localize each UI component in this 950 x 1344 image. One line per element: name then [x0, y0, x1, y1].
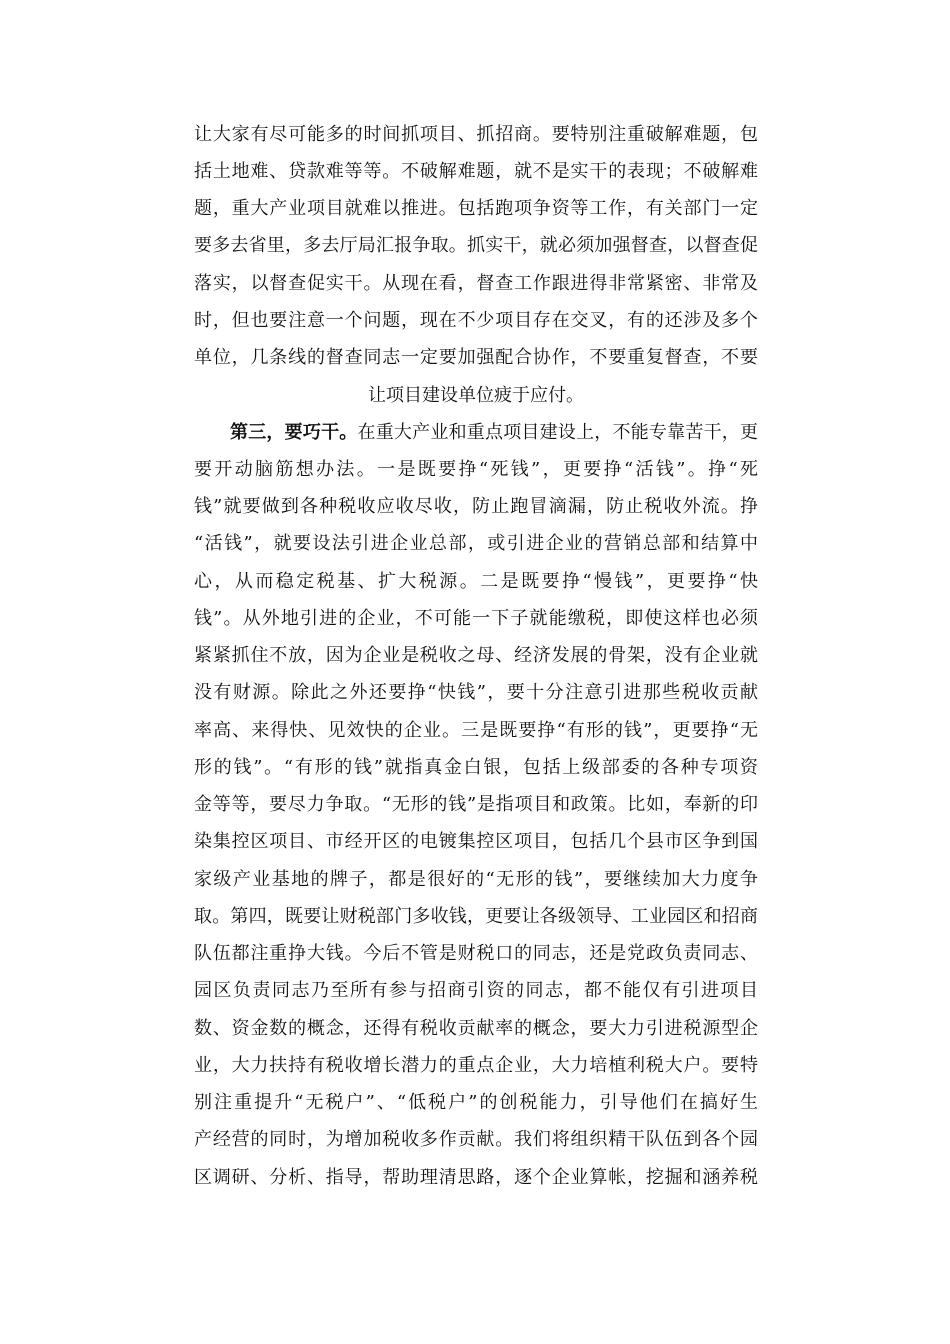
text-line: 队伍都注重挣大钱。今后不管是财税口的同志，还是党政负责同志、 — [194, 943, 758, 964]
text-line: 要开动脑筋想办法。一是既要挣“死钱”，更要挣“活钱”。挣“死 — [194, 459, 758, 480]
text-line: 钱”就要做到各种税收应收尽收，防止跑冒滴漏，防止税收外流。挣 — [194, 496, 758, 517]
text-line: 括土地难、贷款难等等。不破解难题，就不是实干的表现；不破解难 — [194, 161, 758, 182]
text-line: 形的钱”。“有形的钱”就指真金白银，包括上级部委的各种专项资 — [194, 757, 758, 778]
text-line: 取。第四，既要让财税部门多收钱，更要让各级领导、工业园区和招商 — [194, 906, 758, 927]
text-line: 区调研、分析、指导，帮助理清思路，逐个企业算帐，挖掘和涵养税 — [194, 1167, 758, 1188]
text-line: 紧紧抓住不放，因为企业是税收之母、经济发展的骨架，没有企业就 — [194, 645, 758, 666]
text-line: 没有财源。除此之外还要挣“快钱”，要十分注意引进那些税收贡献 — [194, 682, 758, 703]
text-line: 金等等，要尽力争取。“无形的钱”是指项目和政策。比如，奉新的印 — [194, 794, 758, 815]
text-line: 题，重大产业项目就难以推进。包括跑项争资等工作，有关部门一定 — [194, 198, 758, 219]
text-line: 染集控区项目、市经开区的电镀集控区项目，包括几个县市区争到国 — [194, 831, 758, 852]
text-line: 心，从而稳定税基、扩大税源。二是既要挣“慢钱”，更要挣“快 — [194, 571, 758, 592]
text-line: “活钱”，就要设法引进企业总部，或引进企业的营销总部和结算中 — [194, 533, 758, 554]
text-line: 单位，几条线的督查同志一定要加强配合协作，不要重复督查，不要 — [194, 347, 758, 368]
text-line: 要多去省里，多去厅局汇报争取。抓实干，就必须加强督查，以督查促 — [194, 235, 758, 256]
text-line: 园区负责同志乃至所有参与招商引资的同志，都不能仅有引进项目 — [194, 980, 758, 1001]
text-line: 数、资金数的概念，还得有税收贡献率的概念，要大力引进税源型企 — [194, 1018, 758, 1039]
text-line: 别注重提升“无税户”、“低税户”的创税能力，引导他们在搞好生 — [194, 1092, 758, 1113]
text-line: 家级产业基地的牌子，都是很好的“无形的钱”，要继续加大力度争 — [194, 869, 758, 890]
text-line: 让项目建设单位疲于应付。 — [368, 385, 584, 406]
text-line: 让大家有尽可能多的时间抓项目、抓招商。要特别注重破解难题，包 — [194, 124, 758, 145]
text-line: 业，大力扶持有税收增长潜力的重点企业，大力培植利税大户。要特 — [194, 1055, 758, 1076]
text-line: 钱”。从外地引进的企业，不可能一下子就能缴税，即使这样也必须 — [194, 608, 758, 629]
text-line: 落实，以督查促实干。从现在看，督查工作跟进得非常紧密、非常及 — [194, 273, 758, 294]
text-line: 率高、来得快、见效快的企业。三是既要挣“有形的钱”，更要挣“无 — [194, 720, 758, 741]
text-run: 在重大产业和重点项目建设上，不能专靠苦干，更 — [357, 422, 758, 443]
text-line: 时，但也要注意一个问题，现在不少项目存在交叉，有的还涉及多个 — [194, 310, 758, 331]
text-line: 产经营的同时，为增加税收多作贡献。我们将组织精干队伍到各个园 — [194, 1129, 758, 1150]
paragraph-first-line — [230, 422, 758, 444]
section-heading: 第三，要巧干。 — [230, 422, 358, 443]
